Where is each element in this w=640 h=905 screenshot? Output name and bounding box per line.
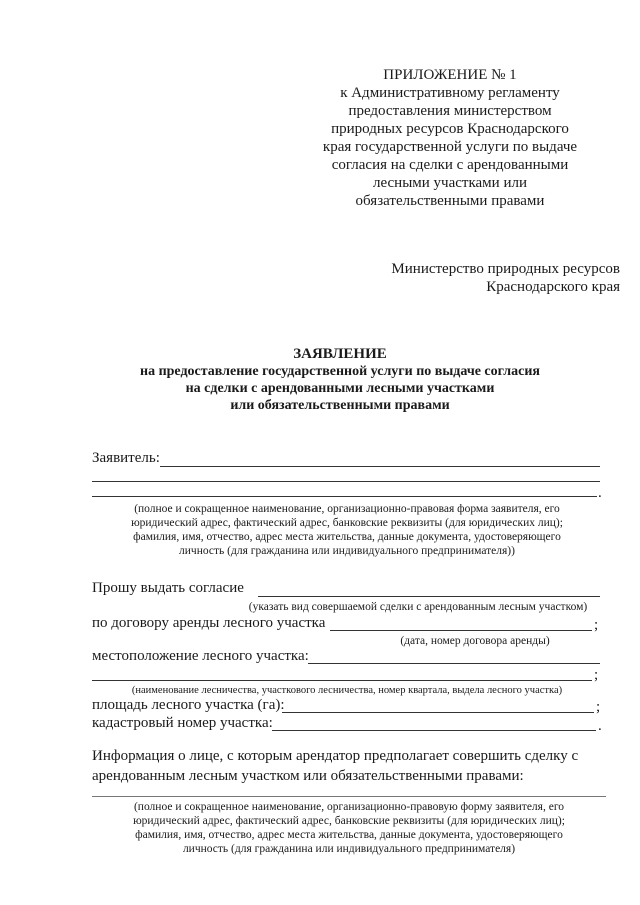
location-semicolon: ; <box>594 667 599 683</box>
appendix-line: предоставления министерством <box>348 103 552 119</box>
cadastral-label: кадастровый номер участка: <box>92 715 273 731</box>
area-semicolon: ; <box>596 699 601 715</box>
location-hint: (наименование лесничества, участкового лесничества, номер квартала, выдела лесного участка) <box>131 685 563 696</box>
appendix-header <box>300 66 600 210</box>
counterparty-field[interactable] <box>92 796 606 797</box>
location-label: местоположение лесного участка: <box>92 648 309 664</box>
addressee-line: Краснодарского края <box>486 279 620 295</box>
counterparty-info-line-1: Информация о лице, с которым арендатор предполагает совершить сделку с <box>92 748 579 764</box>
consent-field[interactable] <box>258 596 600 597</box>
appendix-title: ПРИЛОЖЕНИЕ № 1 <box>383 67 517 83</box>
cadastral-field[interactable] <box>272 730 596 731</box>
applicant-hint: (полное и сокращенное наименование, организационно-правовая форма заявителя, его юридический адрес, фактический адрес, банковские реквизиты (для юридических лиц); фамилия, имя, отчество, адрес места жительства, данные документа, удостоверяющего личность (для гражданина или индивидуального предпринимателя)) <box>131 503 563 557</box>
contract-label: по договору аренды лесного участка <box>92 615 326 631</box>
cadastral-period: . <box>598 718 602 734</box>
appendix-line: согласия на сделки с арендованными <box>331 157 569 173</box>
counterparty-info-line-2: арендованным лесным участком или обязательственными правами: <box>92 768 524 784</box>
title-main: ЗАЯВЛЕНИЕ <box>293 346 387 362</box>
applicant-period: . <box>598 485 602 501</box>
title-line: на предоставление государственной услуги по выдаче согласия <box>140 364 540 379</box>
location-field-line-1[interactable] <box>308 663 600 664</box>
addressee-line: Министерство природных ресурсов <box>391 261 620 277</box>
appendix-line: лесными участками или <box>373 175 527 191</box>
area-field[interactable] <box>282 712 594 713</box>
document-title <box>60 346 620 414</box>
applicant-field-line-2[interactable] <box>92 481 600 482</box>
applicant-field-line-3[interactable] <box>92 496 597 497</box>
addressee <box>330 260 620 296</box>
counterparty-hint: (полное и сокращенное наименование, организационно-правовую форму заявителя, его юридический адрес, фактический адрес, банковские реквизиты (для юридических лиц); фамилия, имя, отчество, адрес места жительства, данные документа, удостоверяющего личность (для гражданина или индивидуального предпринимателя) <box>133 801 565 855</box>
applicant-label: Заявитель: <box>92 450 160 466</box>
title-line: или обязательственными правами <box>230 398 450 413</box>
consent-label: Прошу выдать согласие <box>92 580 244 596</box>
title-line: на сделки с арендованными лесными участками <box>185 381 495 396</box>
contract-field[interactable] <box>330 630 592 631</box>
appendix-line: к Административному регламенту <box>340 85 560 101</box>
appendix-line: края государственной услуги по выдаче <box>322 139 578 155</box>
area-label: площадь лесного участка (га): <box>92 697 285 713</box>
contract-semicolon: ; <box>594 617 599 633</box>
contract-hint: (дата, номер договора аренды) <box>400 635 550 647</box>
consent-hint: (указать вид совершаемой сделки с арендованным лесным участком) <box>248 601 588 613</box>
applicant-field-line-1[interactable] <box>160 466 600 467</box>
appendix-line: природных ресурсов Краснодарского <box>331 121 569 137</box>
location-field-line-2[interactable] <box>92 680 592 681</box>
appendix-line: обязательственными правами <box>355 193 545 209</box>
